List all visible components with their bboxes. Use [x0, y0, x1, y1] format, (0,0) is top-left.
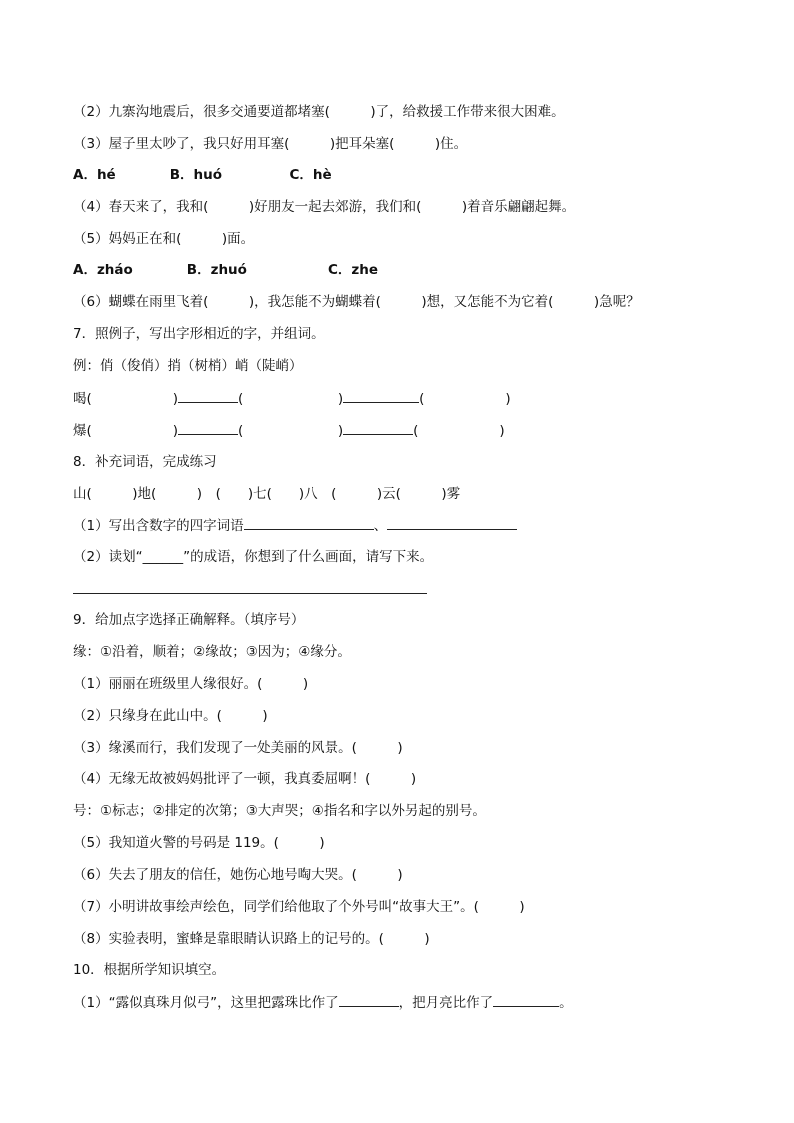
question-7-example: 例：俏（俊俏）捎（树梢）峭（陡峭）	[73, 358, 303, 374]
question-7-row-2	[73, 421, 505, 439]
row-2-part-b: ( )	[238, 423, 344, 439]
question-10-1-part-a: （1）“露似真珠月似弓”，这里把露珠比作了	[73, 995, 339, 1011]
question-9-3: （3）缘溪而行，我们发现了一处美丽的风景。( )	[73, 740, 403, 756]
answer-blank[interactable]	[343, 389, 419, 403]
question-6-6: （6）蝴蝶在雨里飞着( )，我怎能不为蝴蝶着( )想，又怎能不为它着( )急呢？	[73, 294, 640, 310]
question-6-4: （4）春天来了，我和( )好朋友一起去郊游，我们和( )着音乐翩翩起舞。	[73, 199, 576, 215]
row-2-part-c: ( )	[413, 423, 505, 439]
answer-blank[interactable]	[339, 993, 399, 1007]
question-9-title: 9．给加点字选择正确解释。（填序号）	[73, 612, 305, 628]
question-8-title: 8．补充词语，完成练习	[73, 454, 217, 470]
question-6-3: （3）屋子里太吵了，我只好用耳塞( )把耳朵塞( )住。	[73, 136, 468, 152]
question-10-1	[73, 993, 573, 1011]
question-8-1	[73, 516, 517, 534]
question-7-title: 7．照例子，写出字形相近的字，并组词。	[73, 326, 325, 342]
question-9-8: （8）实验表明，蜜蜂是靠眼睛认识路上的记号的。( )	[73, 931, 430, 947]
row-1-part-a: 喝( )	[73, 391, 179, 407]
question-9-4: （4）无缘无故被妈妈批评了一顿，我真委屈啊！( )	[73, 771, 417, 787]
answer-blank[interactable]	[178, 389, 238, 403]
question-7-row-1	[73, 389, 511, 407]
answer-line[interactable]	[73, 593, 427, 594]
row-2-part-a: 爆( )	[73, 423, 179, 439]
question-9-6: （6）失去了朋友的信任，她伤心地号啕大哭。( )	[73, 867, 403, 883]
question-10-title: 10．根据所学知识填空。	[73, 962, 226, 978]
question-9-5: （5）我知道火警的号码是 119。( )	[73, 835, 325, 851]
question-6-2: （2）九寨沟地震后，很多交通要道都堵塞( )了，给救援工作带来很大困难。	[73, 104, 565, 120]
row-1-part-c: ( )	[419, 391, 511, 407]
row-1-part-b: ( )	[238, 391, 344, 407]
question-8-1-separator: 、	[373, 518, 388, 534]
question-8-2: （2）读划“______”的成语，你想到了什么画面，请写下来。	[73, 549, 434, 565]
answer-blank[interactable]	[387, 516, 517, 530]
yuan-definitions: 缘：①沿着，顺着；②缘故；③因为；④缘分。	[73, 644, 351, 660]
answer-blank[interactable]	[493, 993, 559, 1007]
hao-definitions: 号：①标志；②排定的次第；③大声哭；④指名和字以外另起的别号。	[73, 803, 486, 819]
answer-blank[interactable]	[178, 421, 238, 435]
question-9-7: （7）小明讲故事绘声绘色，同学们给他取了个外号叫“故事大王”。( )	[73, 899, 525, 915]
pinyin-options-2: A．zháo B．zhuó C．zhe	[73, 262, 378, 278]
question-10-1-part-b: ，把月亮比作了	[398, 995, 494, 1011]
question-10-1-end: 。	[559, 995, 573, 1011]
pinyin-options-1: A．hé B．huó C．hè	[73, 167, 332, 183]
answer-blank[interactable]	[244, 516, 374, 530]
question-9-1: （1）丽丽在班级里人缘很好。( )	[73, 676, 309, 692]
question-8-1-text: （1）写出含数字的四字词语	[73, 518, 244, 534]
question-8-words: 山( )地( ) ( )七( )八 ( )云( )雾	[73, 486, 461, 502]
question-6-5: （5）妈妈正在和( )面。	[73, 231, 255, 247]
answer-blank[interactable]	[343, 421, 413, 435]
question-9-2: （2）只缘身在此山中。( )	[73, 708, 268, 724]
